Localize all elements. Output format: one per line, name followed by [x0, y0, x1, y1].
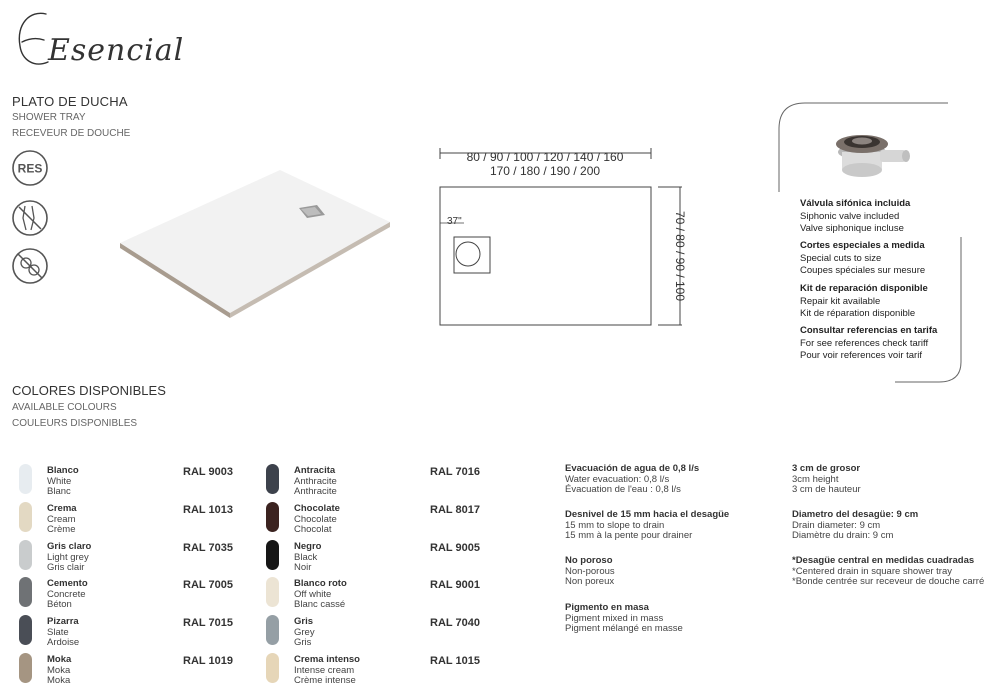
- product-title-en: SHOWER TRAY: [12, 112, 86, 123]
- feature-check-tariff: [800, 325, 970, 363]
- swatch-crema: [19, 502, 32, 532]
- feature-siphonic-valve-en: Siphonic valve included: [800, 210, 900, 222]
- colour-gris-claro: Gris claro Light grey Gris clair: [47, 541, 92, 573]
- spec-non-porous: No poroso Non-porous Non poreux: [565, 555, 615, 587]
- swatch-negro: [266, 540, 279, 570]
- colours-title-en: AVAILABLE COLOURS: [12, 402, 117, 413]
- feature-special-cuts-es: Cortes especiales a medida: [800, 240, 925, 251]
- spec-central-drain: *Desagüe central en medidas cuadradas *Centered drain in square shower tray *Bonde centrée sur receveur de douche carré: [792, 555, 985, 587]
- brand-logo: [8, 2, 185, 82]
- ral-cemento: RAL 7005: [183, 579, 233, 591]
- ral-antracita: RAL 7016: [430, 466, 480, 478]
- ral-blanco: RAL 9003: [183, 466, 233, 478]
- brand-logo-text: Esencial: [48, 33, 185, 68]
- ral-gris-claro: RAL 7035: [183, 542, 233, 554]
- width-options-line1: 80 / 90 / 100 / 120 / 140 / 160: [466, 150, 624, 164]
- ral-chocolate: RAL 8017: [430, 504, 480, 516]
- swatch-pizarra: [19, 615, 32, 645]
- swatch-crema-intenso: [266, 653, 279, 683]
- ral-crema: RAL 1013: [183, 504, 233, 516]
- feature-siphonic-valve-fr: Valve siphonique incluse: [800, 223, 904, 234]
- ral-gris: RAL 7040: [430, 617, 480, 629]
- ral-blanco-roto: RAL 9001: [430, 579, 480, 591]
- ral-moka: RAL 1019: [183, 655, 233, 667]
- feature-siphonic-valve: [800, 198, 970, 236]
- swatch-cemento: [19, 577, 32, 607]
- res-badge-label: RES: [17, 161, 43, 176]
- spec-water-evacuation: Evacuación de agua de 0,8 l/s Water evacuation: 0,8 l/s Évacuation de l'eau : 0,8 l/s: [565, 463, 700, 495]
- swatch-moka: [19, 653, 32, 683]
- feature-repair-kit-en: Repair kit available: [800, 295, 881, 307]
- colours-title: COLORES DISPONIBLES: [12, 383, 166, 398]
- spec-drain-diameter: Diametro del desagüe: 9 cm Drain diameter: 9 cm Diamètre du drain: 9 cm: [792, 509, 919, 541]
- res-badge-icon: [10, 148, 50, 188]
- colour-pizarra: Pizarra Slate Ardoise: [47, 616, 80, 648]
- colour-blanco: Blanco White Blanc: [47, 465, 79, 497]
- ral-negro: RAL 9005: [430, 542, 480, 554]
- colour-moka: Moka Moka Moka: [47, 654, 72, 686]
- drain-offset-value: 37: [447, 216, 459, 227]
- feature-repair-kit-es: Kit de reparación disponible: [800, 283, 928, 294]
- product-title: PLATO DE DUCHA: [12, 94, 128, 109]
- feature-special-cuts-en: Special cuts to size: [800, 252, 882, 264]
- colour-cemento: Cemento Concrete Béton: [47, 578, 88, 610]
- width-options-line2: 170 / 180 / 190 / 200: [489, 164, 601, 178]
- colour-blanco-roto: Blanco roto Off white Blanc cassé: [294, 578, 347, 610]
- colour-antracita: Antracita Anthracite Anthracite: [294, 465, 337, 497]
- swatch-blanco-roto: [266, 577, 279, 607]
- depth-options: 70 / 80 / 90 / 100: [673, 210, 687, 302]
- feature-check-tariff-fr: Pour voir references voir tarif: [800, 350, 922, 361]
- spec-slope: Desnivel de 15 mm hacia el desagüe 15 mm to slope to drain 15 mm à la pente pour drainer: [565, 509, 730, 541]
- colour-gris: Gris Grey Gris: [294, 616, 315, 648]
- feature-repair-kit: [800, 283, 970, 321]
- shower-tray-image: [115, 165, 395, 325]
- feature-check-tariff-es: Consultar referencias en tarifa: [800, 325, 938, 336]
- spec-thickness: 3 cm de grosor 3cm height 3 cm de hauteur: [792, 463, 861, 495]
- anti-slip-icon: [10, 198, 50, 238]
- swatch-blanco: [19, 464, 32, 494]
- feature-special-cuts: [800, 240, 970, 278]
- feature-siphonic-valve-es: Válvula sifónica incluida: [800, 198, 911, 209]
- feature-repair-kit-fr: Kit de réparation disponible: [800, 308, 916, 319]
- colour-crema-intenso: Crema intenso Intense cream Crème intense: [294, 654, 360, 686]
- colours-title-fr: COULEURS DISPONIBLES: [12, 418, 138, 429]
- spec-pigment: Pigmento en masa Pigment mixed in mass Pigment mélangé en masse: [565, 602, 683, 634]
- drain-offset-label: 37": [447, 216, 462, 227]
- no-bacteria-icon: [10, 246, 50, 286]
- swatch-gris-claro: [19, 540, 32, 570]
- feature-check-tariff-en: For see references check tariff: [800, 337, 929, 349]
- siphonic-valve-image: [828, 122, 918, 184]
- swatch-antracita: [266, 464, 279, 494]
- swatch-chocolate: [266, 502, 279, 532]
- ral-pizarra: RAL 7015: [183, 617, 233, 629]
- ral-crema-intenso: RAL 1015: [430, 655, 480, 667]
- colour-crema: Crema Cream Crème: [47, 503, 77, 535]
- colour-chocolate: Chocolate Chocolate Chocolat: [294, 503, 340, 535]
- feature-special-cuts-fr: Coupes spéciales sur mesure: [800, 265, 926, 276]
- swatch-gris: [266, 615, 279, 645]
- product-title-fr: RECEVEUR DE DOUCHE: [12, 128, 131, 139]
- colour-negro: Negro Black Noir: [294, 541, 322, 573]
